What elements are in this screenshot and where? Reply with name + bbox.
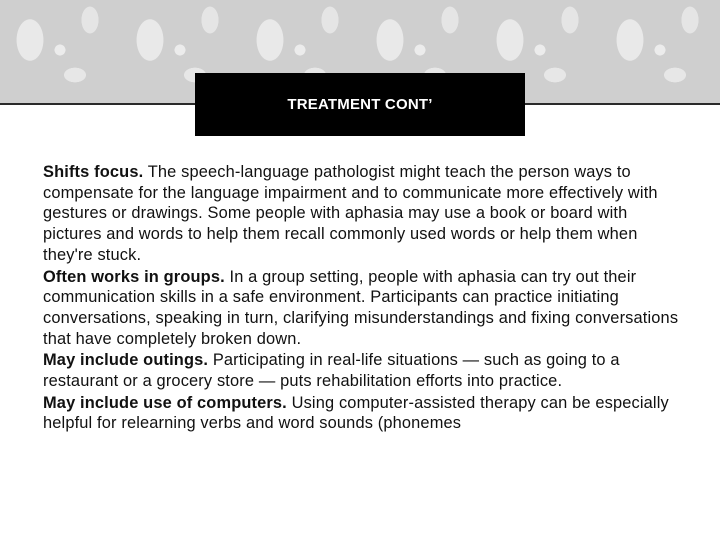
paragraph-text: Using computer-assisted therapy can be especially helpful for relearning verbs and word sounds (phonemes <box>43 393 669 433</box>
slide-body <box>43 162 683 435</box>
paragraph-shifts-focus <box>43 162 683 266</box>
paragraph-lead: May include outings. <box>43 351 209 370</box>
paragraph-computers <box>43 393 683 434</box>
paragraph-outings <box>43 350 683 391</box>
paragraph-groups <box>43 267 683 350</box>
slide-title: TREATMENT CONT’ <box>287 96 433 113</box>
paragraph-lead: May include use of computers. <box>43 393 287 412</box>
paragraph-lead: Often works in groups. <box>43 267 225 286</box>
paragraph-lead: Shifts focus. <box>43 163 144 181</box>
title-box <box>195 73 525 136</box>
paragraph-text: In a group setting, people with aphasia can try out their communication skills in a safe environment. Participants can practice initiating conversations, speaking in turn, clarifying misunderstandings and fixing conversations that have completely broken down. <box>43 267 679 348</box>
paragraph-text: The speech-language pathologist might teach the person ways to compensate for the language impairment and to communicate more effectively with gestures or drawings. Some people with aphasia may use a book or board with pictures and words to help them recall commonly used words or help them when they're stuck. <box>43 163 658 264</box>
paragraph-text: Participating in real-life situations — such as going to a restaurant or a grocery store — puts rehabilitation efforts into practice. <box>43 351 620 391</box>
